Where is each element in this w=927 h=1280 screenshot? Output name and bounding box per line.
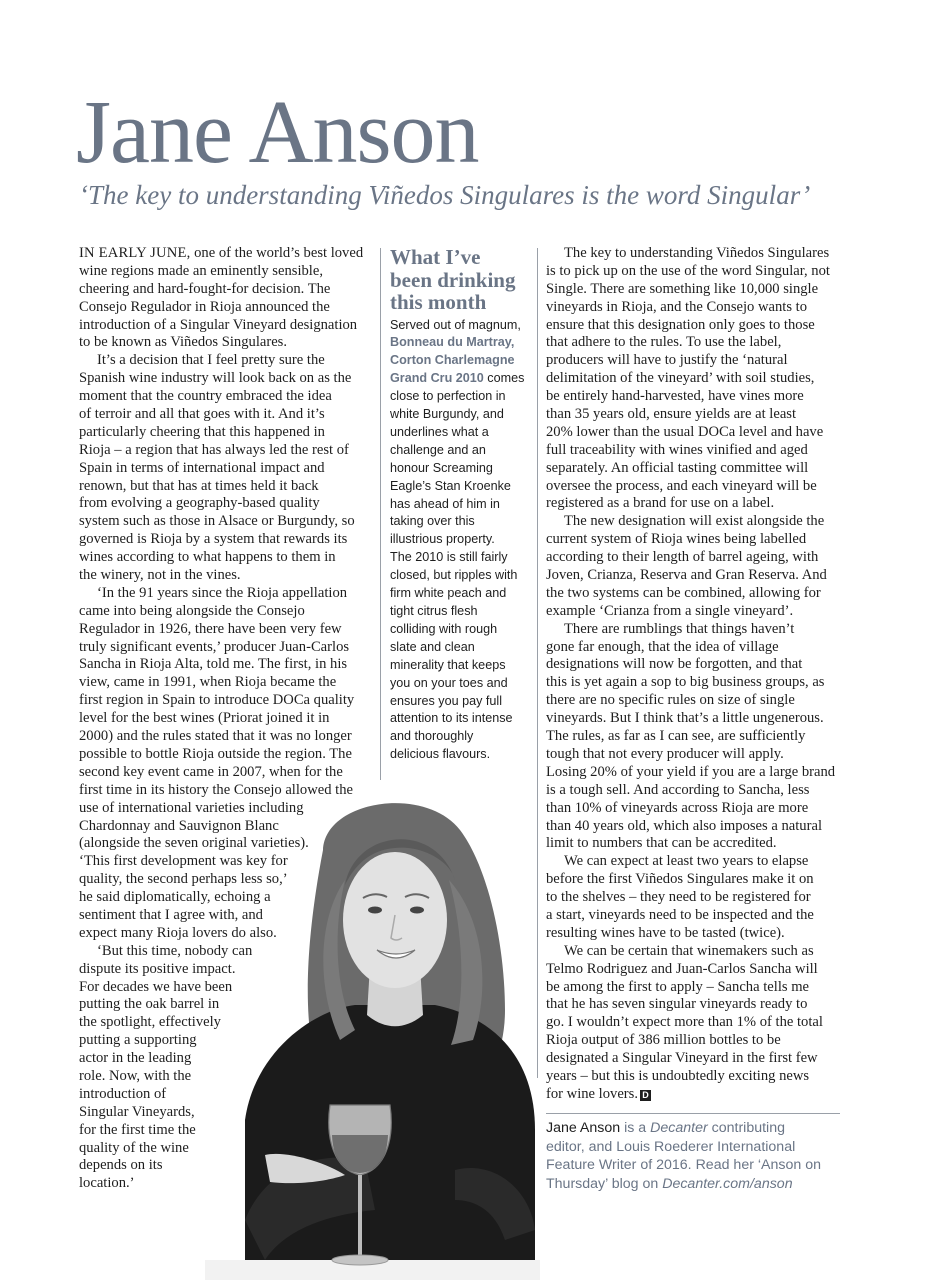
text-line: this is yet again a sop to big business groups, as xyxy=(546,674,825,691)
text-line: 20% lower than the usual DOCa level and have xyxy=(546,423,824,440)
text-line: than 40 years old, which also imposes a natural xyxy=(546,817,822,834)
text-line: expect many Rioja lovers do also. xyxy=(79,924,277,941)
text-line: The rules, as far as I can see, are sufficiently xyxy=(546,728,806,745)
text-line: location.’ xyxy=(79,1175,135,1192)
text-line: 2000) and the rules stated that it was no longer xyxy=(79,728,352,745)
author-headline: Jane Anson xyxy=(76,83,479,182)
text-line: oversee the process, and each vineyard will be xyxy=(546,477,817,494)
text-line: Rioja – a region that has always led the rest of xyxy=(79,441,349,458)
text-line: truly significant events,’ producer Juan-Carlos xyxy=(79,638,350,655)
text-line: putting a supporting xyxy=(79,1032,197,1049)
text-line: Spanish wine industry will look back on as the xyxy=(79,370,352,387)
text-line: vineyards in Rioja, and the Consejo wants to xyxy=(546,298,808,315)
text-line: moment that the country embraced the idea xyxy=(79,388,332,405)
text-line: is to pick up on the use of the word Singular, not xyxy=(546,262,830,279)
text-line: delimitation of the vineyard’ with soil studies, xyxy=(546,370,815,387)
text-line: quality, the second perhaps less so,’ xyxy=(79,871,288,888)
text-line: he said diplomatically, echoing a xyxy=(79,889,271,906)
text-line: actor in the leading xyxy=(79,1050,192,1067)
text-line: than 10% of vineyards across Rioja are more xyxy=(546,799,809,816)
text-line: separately. An official tasting committee will xyxy=(546,459,809,476)
text-line: cheering and hard-fought-for decision. The xyxy=(79,280,331,297)
text-line: ‘But this time, nobody can xyxy=(97,942,253,959)
text-line: for wine lovers. D xyxy=(546,1086,842,1104)
text-line: registered as a brand for use on a label. xyxy=(546,495,775,512)
text-line: be among the first to apply – Sancha tells me xyxy=(546,978,810,995)
text-line: before the first Viñedos Singulares make it on xyxy=(546,871,814,888)
sidebar-body: Served out of magnum, Bonneau du Martray, Corton Charlemagne Grand Cru 2010 comes close to perfection in white Burgundy, and underlines what a challenge and an honour Screaming Eagle’s Stan Kroenke has ahead of him in taking over this illustrious property. The 2010 is still fairly closed, but ripples with firm white peach and tight citrus flesh colliding with rough slate and clean minerality that keeps you on your toes and ensures you pay full attention to its intense and thoroughly delicious flavours. xyxy=(390,317,532,765)
text-line: from evolving a geography-based quality xyxy=(79,495,320,512)
text-line: dispute its positive impact. xyxy=(79,960,236,977)
end-mark-icon: D xyxy=(640,1090,651,1101)
sidebar-title: What I’ve been drinking this month xyxy=(390,245,516,314)
text-line: designations will now be forgotten, and that xyxy=(546,656,803,673)
text-line: sentiment that I agree with, and xyxy=(79,906,263,923)
text-line: that he has seven singular vineyards ready to xyxy=(546,996,808,1013)
text-line: It’s a decision that I feel pretty sure the xyxy=(97,352,325,369)
standfirst-quote: ‘The key to understanding Viñedos Singulares is the word Singular’ xyxy=(79,180,811,210)
author-bio: Jane Anson is a Decanter contributing editor, and Louis Roederer International Feature Writer of 2016. Read her ‘Anson on Thursday’ blog on Decanter.com/anson xyxy=(546,1120,821,1192)
text-line: second key event came in 2007, when for the xyxy=(79,763,343,780)
text-line: go. I wouldn’t expect more than 1% of the total xyxy=(546,1014,823,1031)
wine-name: Corton Charlemagne xyxy=(390,353,515,368)
wine-name: Grand Cru 2010 xyxy=(390,371,484,386)
text-line: came into being alongside the Consejo xyxy=(79,602,305,619)
text-line: The new designation will exist alongside the xyxy=(564,513,825,530)
text-line: full traceability with wines vinified and aged xyxy=(546,441,808,458)
text-line: Chardonnay and Sauvignon Blanc xyxy=(79,817,279,834)
text-line: there are no specific rules on size of single xyxy=(546,692,795,709)
text-line: than 35 years old, ensure yields are at least xyxy=(546,406,797,423)
text-line: the spotlight, effectively xyxy=(79,1014,221,1031)
text-line: quality of the wine xyxy=(79,1139,189,1156)
text-line: years – but this is undoubtedly exciting news xyxy=(546,1067,810,1084)
text-line: that adhere to the rules. To use the label, xyxy=(546,334,782,351)
text-line: depends on its xyxy=(79,1157,163,1174)
blog-link[interactable]: Decanter.com/anson xyxy=(662,1175,793,1192)
text-line: designated a Singular Vineyard in the first few xyxy=(546,1050,818,1067)
text-line: particularly cheering that this happened in xyxy=(79,423,325,440)
text-line: of terroir and all that goes with it. And it’s xyxy=(79,406,325,423)
text-line: to the shelves – they need to be registered for xyxy=(546,889,811,906)
text-line: IN EARLY JUNE, one of the world’s best loved xyxy=(79,245,364,261)
text-line: ‘This first development was key for xyxy=(79,853,288,870)
text-line: vineyards. But I think that’s a little ungenerous. xyxy=(546,710,824,727)
text-line: example ‘Crianza from a single vineyard’. xyxy=(546,602,794,619)
text-line: Losing 20% of your yield if you are a large brand xyxy=(546,763,836,780)
text-line: Sancha in Rioja Alta, told me. The first, in his xyxy=(79,656,348,673)
text-line: ‘In the 91 years since the Rioja appellation xyxy=(97,584,348,601)
text-line: a start, vineyards need to be inspected and the xyxy=(546,906,814,923)
text-line: first time in its history the Consejo allowed the xyxy=(79,781,354,798)
text-line: use of international varieties including xyxy=(79,799,304,816)
text-line: possible to bottle Rioja outside the region. The xyxy=(79,745,352,762)
bio-author-name: Jane Anson xyxy=(546,1120,621,1136)
article-column-3 xyxy=(546,245,842,1104)
text-line: renown, but that has at times held it back xyxy=(79,477,319,494)
text-line: Spain in terms of international impact and xyxy=(79,459,325,476)
text-line: gone far enough, that the idea of village xyxy=(546,638,779,655)
text-line: Telmo Rodriguez and Juan-Carlos Sancha will xyxy=(546,960,818,977)
text-line: Joven, Crianza, Reserva and Gran Reserva. And xyxy=(546,567,827,584)
text-line: to be known as Viñedos Singulares. xyxy=(79,334,288,351)
author-portrait-photo xyxy=(205,790,540,1280)
text-line: There are rumblings that things haven’t xyxy=(564,620,795,637)
text-line: Regulador in 1926, there have been very few xyxy=(79,620,342,637)
text-line: the winery, not in the vines. xyxy=(79,567,241,584)
text-line: current system of Rioja wines being labelled xyxy=(546,531,807,548)
text-line: view, came in 1991, when Rioja became the xyxy=(79,674,337,691)
text-line: according to their length of barrel ageing, with xyxy=(546,549,819,566)
text-line: resulting wines have to be tasted (twice). xyxy=(546,924,785,941)
text-line: Rioja output of 386 million bottles to be xyxy=(546,1032,781,1049)
text-line: limit to numbers that can be accredited. xyxy=(546,835,777,852)
text-line: introduction of xyxy=(79,1085,167,1102)
text-line: We can expect at least two years to elapse xyxy=(564,853,809,870)
text-line: ensure that this designation only goes to those xyxy=(546,316,815,333)
text-line: role. Now, with the xyxy=(79,1067,192,1084)
wine-name: Bonneau du Martray, xyxy=(390,335,515,350)
text-line: tough that not every producer will apply. xyxy=(546,745,784,762)
text-line: Consejo Regulador in Rioja announced the xyxy=(79,298,330,315)
text-line: For decades we have been xyxy=(79,978,233,995)
text-line: the two systems can be combined, allowing for xyxy=(546,584,821,601)
text-line: producers will have to justify the ‘natural xyxy=(546,352,788,369)
text-line: governed is Rioja by a system that rewards its xyxy=(79,531,348,548)
bio-divider xyxy=(546,1113,840,1114)
text-line: for the first time the xyxy=(79,1121,196,1138)
text-line: is a tough sell. And according to Sancha, less xyxy=(546,781,810,798)
column-divider xyxy=(380,248,381,780)
drinking-sidebar xyxy=(390,246,532,764)
text-line: introduction of a Singular Vineyard designation xyxy=(79,316,358,333)
text-line: level for the best wines (Priorat joined it in xyxy=(79,710,330,727)
text-line: Singular Vineyards, xyxy=(79,1103,195,1120)
text-line: (alongside the seven original varieties). xyxy=(79,835,309,852)
text-line: be entirely hand-harvested, have vines more xyxy=(546,388,804,405)
text-line: putting the oak barrel in xyxy=(79,996,220,1013)
text-line: Single. There are something like 10,000 single xyxy=(546,280,819,297)
text-line: wines according to what happens to them in xyxy=(79,549,336,566)
text-line: We can be certain that winemakers such as xyxy=(564,942,814,959)
lead-in: IN EARLY JUNE, xyxy=(79,245,191,261)
text-line: The key to understanding Viñedos Singulares xyxy=(564,245,830,261)
text-line: system such as those in Alsace or Burgundy, so xyxy=(79,513,355,530)
text-line: first region in Spain to introduce DOCa quality xyxy=(79,692,355,709)
text-line: wine regions made an eminently sensible, xyxy=(79,262,323,279)
